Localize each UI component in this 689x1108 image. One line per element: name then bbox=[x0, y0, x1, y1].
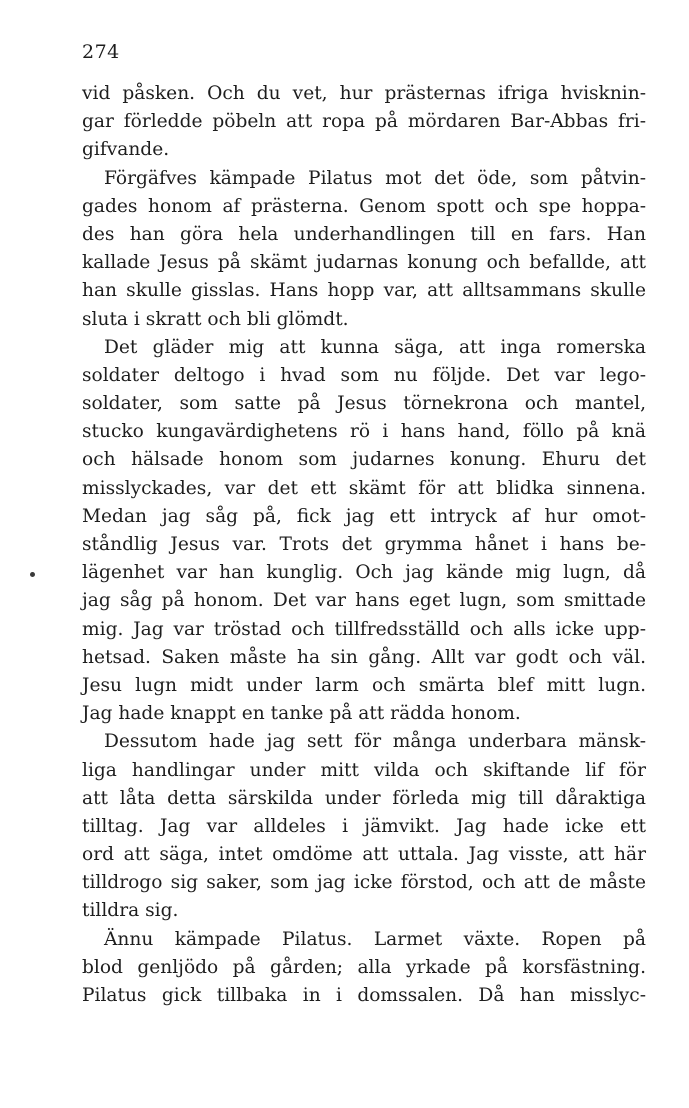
text-line: han skulle gisslas. Hans hopp var, att alltsammans skulle bbox=[82, 280, 646, 302]
text-line: tilldrogo sig saker, som jag icke förstod, och att de måste bbox=[82, 872, 646, 894]
text-line: lägenhet var han kunglig. Och jag kände mig lugn, då bbox=[82, 562, 646, 584]
text-line: Pilatus gick tillbaka in i domssalen. Då han misslyc- bbox=[82, 985, 646, 1006]
text-line: stucko kungavärdighetens rö i hans hand, föllo på knä bbox=[82, 421, 646, 443]
text-line: liga handlingar under mitt vilda och skiftande lif för bbox=[82, 759, 646, 781]
text-line: Det gläder mig att kunna säga, att inga romerska bbox=[104, 336, 646, 358]
text-line: Ännu kämpade Pilatus. Larmet växte. Ropen på bbox=[104, 928, 646, 950]
text-line: ord att säga, intet omdöme att uttala. Jag visste, att här bbox=[82, 844, 646, 866]
text-line: tilltag. Jag var alldeles i jämvikt. Jag hade icke ett bbox=[82, 815, 646, 837]
text-line: kallade Jesus på skämt judarnas konung och befallde, att bbox=[82, 252, 646, 274]
text-line: Förgäfves kämpade Pilatus mot det öde, som påtvin- bbox=[104, 167, 646, 189]
text-line: misslyckades, var det ett skämt för att blidka sinnena. bbox=[82, 477, 646, 499]
margin-mark bbox=[30, 572, 35, 577]
text-line: tilldra sig. bbox=[82, 900, 179, 922]
text-line: soldater deltogo i hvad som nu följde. Det var lego- bbox=[82, 364, 646, 386]
text-line: blod genljödo på gården; alla yrkade på korsfästning. bbox=[82, 956, 646, 978]
text-line: Medan jag såg på, fick jag ett intryck af hur omot- bbox=[82, 505, 646, 527]
text-line: sluta i skratt och bli glömdt. bbox=[82, 308, 349, 330]
page-number: 274 bbox=[82, 41, 120, 63]
text-line: Jag hade knappt en tanke på att rädda honom. bbox=[82, 703, 521, 725]
text-line: mig. Jag var tröstad och tillfredsställd och alls icke upp- bbox=[82, 618, 646, 640]
text-line: Jesu lugn midt under larm och smärta blef mitt lugn. bbox=[82, 674, 646, 696]
text-line: soldater, som satte på Jesus törnekrona och mantel, bbox=[82, 393, 646, 415]
text-line: Dessutom hade jag sett för många underbara mänsk- bbox=[104, 731, 646, 753]
text-line: hetsad. Saken måste ha sin gång. Allt var godt och väl. bbox=[82, 646, 646, 668]
text-line: gar förledde pöbeln att ropa på mördaren Bar-Abbas fri- bbox=[82, 111, 646, 133]
text-line: jag såg på honom. Det var hans eget lugn, som smittade bbox=[82, 590, 646, 612]
text-line: ståndlig Jesus var. Trots det grymma hånet i hans be- bbox=[82, 534, 646, 555]
text-line: gades honom af prästerna. Genom spott och spe hoppa- bbox=[82, 195, 646, 217]
text-line: och hälsade honom som judarnes konung. Ehuru det bbox=[82, 449, 646, 471]
text-line: gifvande. bbox=[82, 139, 170, 161]
text-line: vid påsken. Och du vet, hur prästernas ifriga hvisknin- bbox=[82, 83, 646, 104]
text-line: des han göra hela underhandlingen till en fars. Han bbox=[82, 223, 646, 245]
text-line: att låta detta särskilda under förleda mig till dåraktiga bbox=[82, 787, 646, 809]
body-text bbox=[82, 80, 646, 1010]
